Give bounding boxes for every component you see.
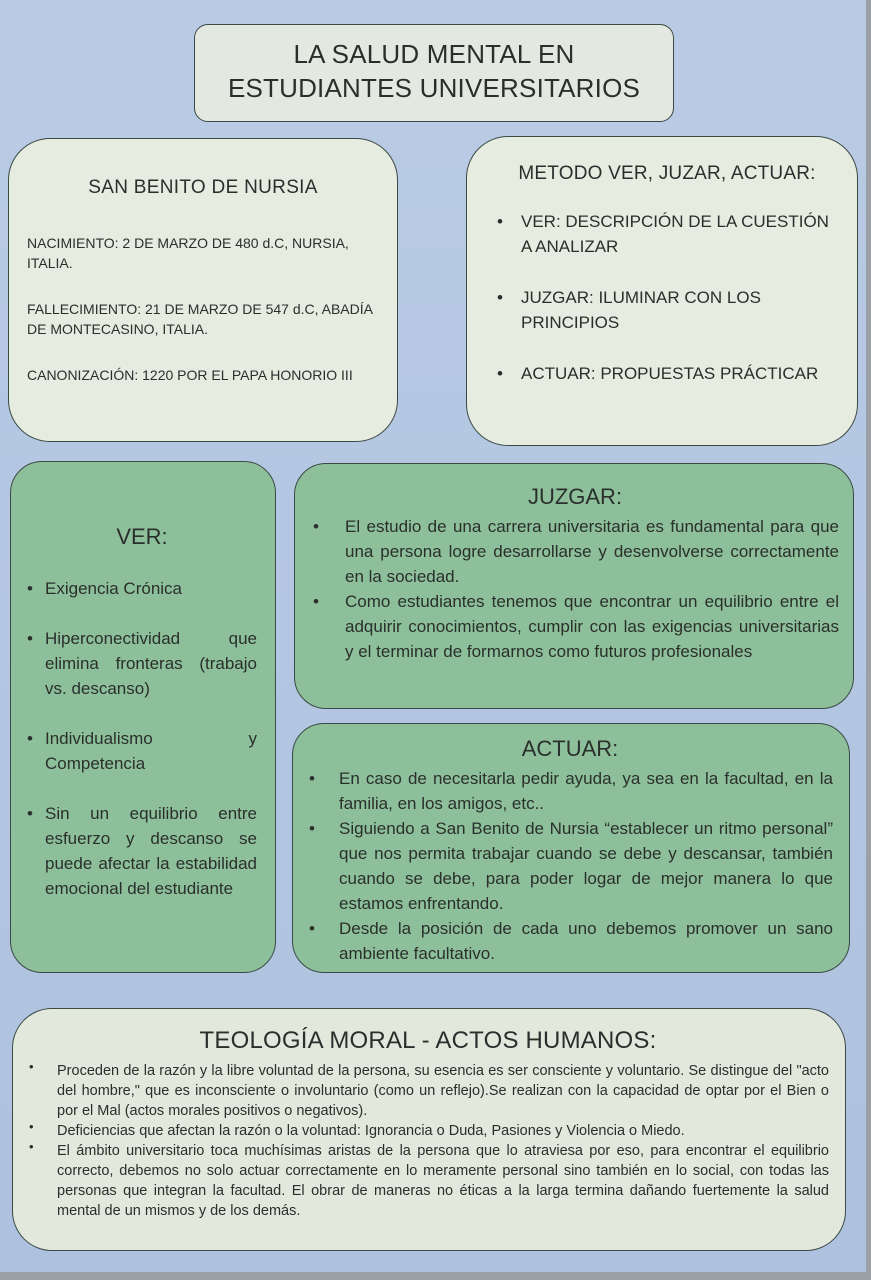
juzgar-item: • Como estudiantes tenemos que encontrar un equilibrio entre el adquirir conocimientos, cumplir con las exigencias universitarias y el terminar de formarnos como futuros profesionales (311, 589, 839, 664)
title-box (194, 24, 674, 122)
ver-item: • Sin un equilibrio entre esfuerzo y descanso se puede afectar la estabilidad emocional del estudiante (27, 801, 257, 901)
ver-list (27, 576, 257, 901)
actuar-heading: ACTUAR: (521, 736, 619, 761)
title-line-1: LA SALUD MENTAL EN (293, 39, 575, 69)
teologia-item: • El ámbito universitario toca muchísimas aristas de la persona que lo atraviesa por eso, para encontrar el equilibrio correcto, debemos no solo actuar correctamente en lo meramente personal sino también en lo social, con todas las personas que integran la facultad. El obrar de maneras no éticas a la larga termina dañando fuertemente la salud mental de un mismos y de los demás. (27, 1141, 829, 1221)
actuar-item: • Desde la posición de cada uno debemos promover un sano ambiente facultativo. (307, 916, 833, 966)
benito-box (8, 138, 398, 442)
ver-heading: VER: (116, 524, 168, 549)
metodo-item-ver: • VER: DESCRIPCIÓN DE LA CUESTIÓN A ANALIZAR (497, 209, 837, 259)
teologia-item: • Proceden de la razón y la libre voluntad de la persona, su esencia es ser consciente y voluntario. Se distingue del "acto del hombre," que es inconsciente o involuntario (como un reflejo).Se realizan con la capacidad de optar por el Bien o por el Mal (actos morales positivos o negativos). (27, 1061, 829, 1121)
metodo-list (497, 209, 837, 386)
ver-item: • Exigencia Crónica (27, 576, 257, 601)
juzgar-heading: JUZGAR: (527, 484, 623, 509)
benito-death: FALLECIMIENTO: 21 DE MARZO DE 547 d.C, ABADÍA DE MONTECASINO, ITALIA. (27, 301, 373, 337)
actuar-list (307, 766, 833, 966)
ver-item: • Individualismo y Competencia (27, 726, 257, 776)
title-line-2: ESTUDIANTES UNIVERSITARIOS (227, 73, 641, 103)
actuar-item: • En caso de necesitarla pedir ayuda, ya sea en la facultad, en la familia, en los amigos, etc.. (307, 766, 833, 816)
teologia-box (12, 1008, 846, 1251)
ver-item: • Hiperconectividad que elimina fronteras (trabajo vs. descanso) (27, 626, 257, 701)
actuar-item: • Siguiendo a San Benito de Nursia “establecer un ritmo personal” que nos permita trabajar cuando se debe y descansar, también cuando se debe, para poder logar de mejor manera lo que estamos enfrentando. (307, 816, 833, 916)
metodo-item-juzgar: • JUZGAR: ILUMINAR CON LOS PRINCIPIOS (497, 285, 837, 335)
teologia-list (27, 1061, 829, 1221)
juzgar-box (294, 463, 854, 709)
benito-heading: SAN BENITO DE NURSIA (88, 177, 318, 198)
benito-canonization: CANONIZACIÓN: 1220 POR EL PAPA HONORIO III (27, 367, 353, 383)
actuar-box (292, 723, 850, 973)
teologia-item: • Deficiencias que afectan la razón o la voluntad: Ignorancia o Duda, Pasiones y Violencia o Miedo. (27, 1121, 829, 1141)
benito-birth: NACIMIENTO: 2 DE MARZO DE 480 d.C, NURSIA, ITALIA. (27, 235, 349, 271)
juzgar-list (311, 514, 839, 664)
metodo-box (466, 136, 858, 446)
metodo-item-actuar: • ACTUAR: PROPUESTAS PRÁCTICAR (497, 361, 837, 386)
ver-box (10, 461, 276, 973)
teologia-heading: TEOLOGÍA MORAL - ACTOS HUMANOS: (199, 1027, 657, 1054)
juzgar-item: • El estudio de una carrera universitaria es fundamental para que una persona logre desarrollarse y desenvolverse correctamente en la sociedad. (311, 514, 839, 589)
metodo-heading: METODO VER, JUZAR, ACTUAR: (518, 163, 816, 184)
